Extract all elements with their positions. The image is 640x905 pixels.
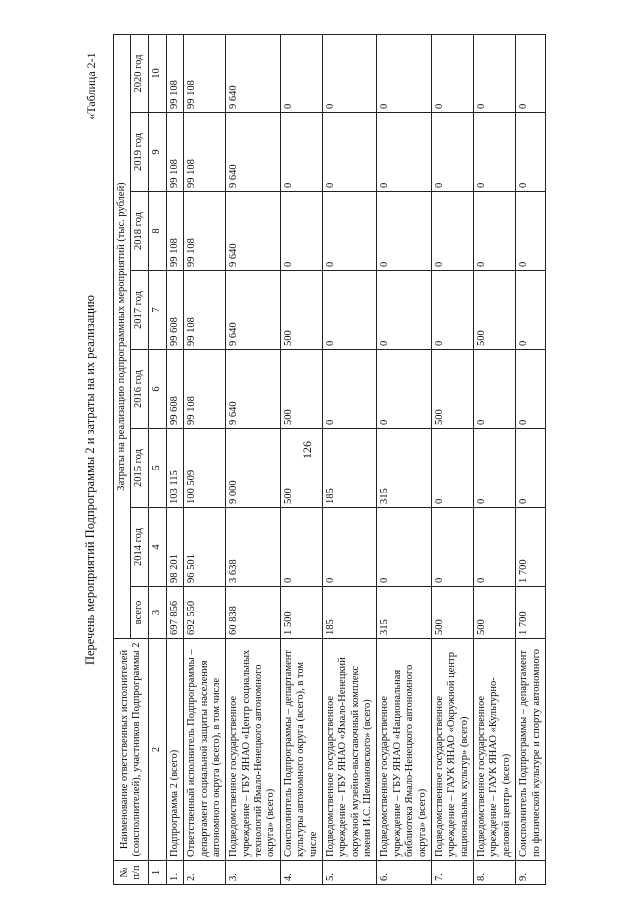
row-name: Подведомственное государственное учреждение – ГАУК ЯНАО «Культурно-деловой центр» (всего): [474, 639, 516, 861]
table-body: [166, 35, 545, 885]
header-year: 2017 год: [131, 271, 148, 350]
row-value: 9 640: [226, 192, 281, 271]
row-value: 0: [322, 508, 377, 587]
column-number: 6: [148, 350, 166, 429]
row-number: 1.: [166, 861, 183, 885]
row-value: 0: [377, 192, 432, 271]
row-value: 500: [280, 429, 322, 508]
row-value: 9 000: [226, 429, 281, 508]
row-name: Подведомственное государственное учреждение – ГБУ ЯНАО «Национальная библиотека Ямало-Ненецкого автономного округа» (всего): [377, 639, 432, 861]
table-row: [322, 35, 377, 885]
header-year: 2014 год: [131, 508, 148, 587]
row-value: 0: [431, 429, 473, 508]
table-row: [377, 35, 432, 885]
table-row: [166, 35, 183, 885]
row-value: 99 108: [184, 192, 226, 271]
row-value: 99 108: [184, 35, 226, 113]
column-number: 7: [148, 271, 166, 350]
table-row: [431, 35, 473, 885]
row-value: 500: [431, 587, 473, 639]
row-value: 99 108: [184, 271, 226, 350]
row-value: 185: [322, 587, 377, 639]
row-value: 96 501: [184, 508, 226, 587]
row-value: 99 108: [184, 113, 226, 192]
rotated-table-container: [113, 35, 603, 885]
row-value: 0: [377, 35, 432, 113]
row-value: 0: [516, 35, 546, 113]
table-row: [516, 35, 546, 885]
page-number: 126: [300, 441, 314, 459]
row-name: Соисполнитель Подпрограммы – департамент культуры автономного округа (всего), в том числе: [280, 639, 322, 861]
header-year: 2018 год: [131, 192, 148, 271]
row-value: 99 108: [166, 35, 183, 113]
header-costs: Затраты на реализацию подпрограммных мероприятий (тыс. рублей): [114, 35, 131, 639]
row-value: 0: [516, 113, 546, 192]
row-value: 99 108: [166, 113, 183, 192]
row-value: 0: [431, 192, 473, 271]
row-value: 500: [474, 271, 516, 350]
row-name: Соисполнитель Подпрограммы – департамент по физической культуре и спорту автономного: [516, 639, 546, 861]
row-value: 500: [280, 271, 322, 350]
row-value: 99 108: [184, 350, 226, 429]
row-number: 4.: [280, 861, 322, 885]
row-value: 9 640: [226, 271, 281, 350]
row-value: 98 201: [166, 508, 183, 587]
row-value: 9 640: [226, 113, 281, 192]
row-value: 697 856: [166, 587, 183, 639]
table-row: [280, 35, 322, 885]
column-number: 2: [148, 639, 166, 861]
row-value: 0: [431, 113, 473, 192]
header-name: Наименование ответственных исполнителей (соисполнителей), участников Подпрограммы 2: [114, 639, 149, 861]
table-row: [184, 35, 226, 885]
header-year: 2016 год: [131, 350, 148, 429]
row-number: 6.: [377, 861, 432, 885]
column-number: 9: [148, 113, 166, 192]
column-number: 8: [148, 192, 166, 271]
row-value: 103 115: [166, 429, 183, 508]
row-value: 99 108: [166, 192, 183, 271]
row-value: 0: [377, 508, 432, 587]
row-value: 9 640: [226, 35, 281, 113]
row-number: 3.: [226, 861, 281, 885]
row-value: 1 700: [516, 508, 546, 587]
table-note: «Таблица 2-1: [84, 52, 98, 120]
row-value: 0: [377, 350, 432, 429]
row-name: Ответственный исполнитель Подпрограммы – департамент социальной защиты населения автономного округа (всего), в том числе: [184, 639, 226, 861]
row-value: 0: [516, 350, 546, 429]
row-value: 0: [322, 271, 377, 350]
column-number: 5: [148, 429, 166, 508]
row-value: 0: [474, 113, 516, 192]
costs-table: [113, 34, 546, 885]
row-value: 99 608: [166, 350, 183, 429]
row-value: 0: [280, 113, 322, 192]
row-name: Подпрограмма 2 (всего): [166, 639, 183, 861]
column-number: 4: [148, 508, 166, 587]
row-value: 0: [377, 271, 432, 350]
header-total: всего: [131, 587, 148, 639]
header-year: 2019 год: [131, 113, 148, 192]
row-name: Подведомственное государственное учреждение – ГАУК ЯНАО «Окружной центр национальных культур» (всего): [431, 639, 473, 861]
row-value: 0: [474, 35, 516, 113]
row-value: 0: [280, 192, 322, 271]
row-value: 0: [322, 113, 377, 192]
header-num: № п/п: [114, 861, 149, 885]
row-value: 0: [322, 350, 377, 429]
row-name: Подведомственное государственное учреждение – ГБУ ЯНАО «Ямало-Ненецкий окружной музейно-выставочный комплекс имени И.С. Шемановского» (всего): [322, 639, 377, 861]
row-value: 99 608: [166, 271, 183, 350]
row-value: 0: [322, 35, 377, 113]
row-value: 1 700: [516, 587, 546, 639]
row-number: 8.: [474, 861, 516, 885]
row-value: 0: [431, 508, 473, 587]
row-value: 0: [280, 508, 322, 587]
row-value: 0: [322, 192, 377, 271]
column-numbers-row: [148, 35, 166, 885]
row-value: 315: [377, 587, 432, 639]
row-value: 100 509: [184, 429, 226, 508]
row-value: 0: [474, 192, 516, 271]
column-number: 10: [148, 35, 166, 113]
row-value: 0: [516, 271, 546, 350]
row-value: 500: [474, 587, 516, 639]
row-number: 2.: [184, 861, 226, 885]
row-value: 0: [431, 271, 473, 350]
row-number: 7.: [431, 861, 473, 885]
row-value: 1 500: [280, 587, 322, 639]
table-row: [226, 35, 281, 885]
row-value: 0: [474, 429, 516, 508]
row-value: 0: [516, 192, 546, 271]
row-name: Подведомственное государственное учреждение – ГБУ ЯНАО «Центр социальных технологий Ямало-Ненецкого автономного округа» (всего): [226, 639, 281, 861]
header-year: 2015 год: [131, 429, 148, 508]
column-number: 1: [148, 861, 166, 885]
row-value: 185: [322, 429, 377, 508]
row-number: 5.: [322, 861, 377, 885]
row-value: 0: [431, 35, 473, 113]
header-year: 2020 год: [131, 35, 148, 113]
row-number: 9.: [516, 861, 546, 885]
row-value: 692 550: [184, 587, 226, 639]
row-value: 3 638: [226, 508, 281, 587]
row-value: 0: [377, 113, 432, 192]
row-value: 0: [280, 35, 322, 113]
table-row: [474, 35, 516, 885]
table-caption: Перечень мероприятий Подпрограммы 2 и затраты на их реализацию: [83, 294, 97, 666]
row-value: 0: [516, 429, 546, 508]
row-value: 500: [431, 350, 473, 429]
row-value: 60 838: [226, 587, 281, 639]
row-value: 500: [280, 350, 322, 429]
row-value: 0: [474, 350, 516, 429]
row-value: 9 640: [226, 350, 281, 429]
column-number: 3: [148, 587, 166, 639]
row-value: 0: [474, 508, 516, 587]
row-value: 315: [377, 429, 432, 508]
